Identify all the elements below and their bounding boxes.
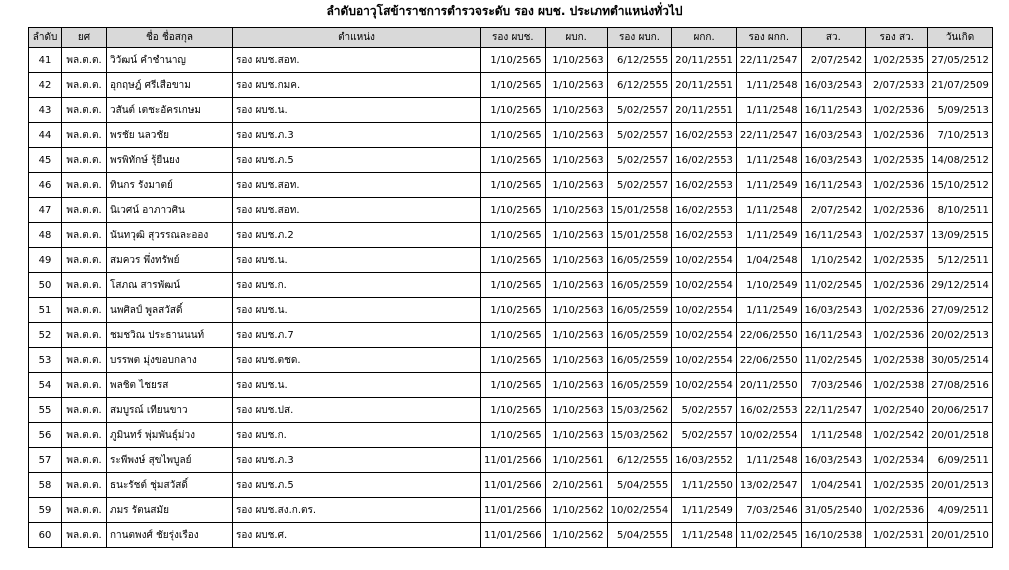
rank-cell: พล.ต.ต. [62, 398, 107, 423]
birth-date: 15/10/2512 [928, 173, 993, 198]
date-commander: 1/10/2563 [545, 223, 607, 248]
date-inspector: 16/11/2543 [801, 323, 866, 348]
date-deputy-commissioner: 1/10/2565 [481, 323, 546, 348]
table-row [29, 348, 993, 373]
date-superintendent: 5/02/2557 [672, 398, 737, 423]
date-deputy-commander: 16/05/2559 [607, 273, 672, 298]
table-row [29, 448, 993, 473]
name-cell: พรพิทักษ์ รุ้ยืนยง [107, 148, 233, 173]
row-number: 43 [29, 98, 62, 123]
date-deputy-commissioner: 1/10/2565 [481, 423, 546, 448]
name-cell: ภูมินทร์ พุ่มพันธุ์ม่วง [107, 423, 233, 448]
birth-date: 30/05/2514 [928, 348, 993, 373]
date-commander: 1/10/2563 [545, 248, 607, 273]
date-commander: 1/10/2563 [545, 48, 607, 73]
name-cell: บรรพต มุ่งขอบกลาง [107, 348, 233, 373]
date-deputy-inspector: 2/07/2533 [866, 73, 928, 98]
date-commander: 1/10/2562 [545, 498, 607, 523]
column-header: ผกก. [672, 28, 737, 48]
date-deputy-commissioner: 1/10/2565 [481, 148, 546, 173]
table-row [29, 498, 993, 523]
date-inspector: 16/03/2543 [801, 73, 866, 98]
column-header: ผบก. [545, 28, 607, 48]
rank-cell: พล.ต.ต. [62, 223, 107, 248]
row-number: 55 [29, 398, 62, 423]
rank-cell: พล.ต.ต. [62, 348, 107, 373]
date-deputy-superintendent: 16/02/2553 [736, 398, 801, 423]
date-deputy-commander: 5/02/2557 [607, 173, 672, 198]
date-deputy-commander: 15/03/2562 [607, 423, 672, 448]
table-row [29, 298, 993, 323]
birth-date: 21/07/2509 [928, 73, 993, 98]
rank-cell: พล.ต.ต. [62, 123, 107, 148]
birth-date: 5/09/2513 [928, 98, 993, 123]
date-inspector: 2/07/2542 [801, 48, 866, 73]
table-body [29, 48, 993, 548]
date-deputy-commissioner: 1/10/2565 [481, 98, 546, 123]
date-deputy-commander: 5/02/2557 [607, 148, 672, 173]
date-commander: 1/10/2563 [545, 73, 607, 98]
date-superintendent: 20/11/2551 [672, 98, 737, 123]
position-cell: รอง ผบช.น. [233, 373, 481, 398]
position-cell: รอง ผบช.ภ.3 [233, 448, 481, 473]
date-commander: 1/10/2562 [545, 523, 607, 548]
date-deputy-commissioner: 1/10/2565 [481, 223, 546, 248]
date-deputy-commander: 10/02/2554 [607, 498, 672, 523]
date-superintendent: 10/02/2554 [672, 323, 737, 348]
date-inspector: 7/03/2546 [801, 373, 866, 398]
name-cell: ทินกร รังมาตย์ [107, 173, 233, 198]
date-deputy-commander: 16/05/2559 [607, 248, 672, 273]
birth-date: 8/10/2511 [928, 198, 993, 223]
rank-cell: พล.ต.ต. [62, 273, 107, 298]
birth-date: 29/12/2514 [928, 273, 993, 298]
date-deputy-inspector: 1/02/2536 [866, 273, 928, 298]
birth-date: 13/09/2515 [928, 223, 993, 248]
birth-date: 6/09/2511 [928, 448, 993, 473]
column-header: สว. [801, 28, 866, 48]
table-row [29, 323, 993, 348]
birth-date: 7/10/2513 [928, 123, 993, 148]
date-deputy-commissioner: 1/10/2565 [481, 123, 546, 148]
date-commander: 1/10/2563 [545, 323, 607, 348]
date-deputy-commissioner: 1/10/2565 [481, 398, 546, 423]
name-cell: วิวัฒน์ คำชำนาญ [107, 48, 233, 73]
date-commander: 1/10/2563 [545, 348, 607, 373]
date-deputy-commander: 5/02/2557 [607, 123, 672, 148]
birth-date: 5/12/2511 [928, 248, 993, 273]
row-number: 58 [29, 473, 62, 498]
name-cell: สมควร พึ่งทรัพย์ [107, 248, 233, 273]
birth-date: 20/02/2513 [928, 323, 993, 348]
table-row [29, 48, 993, 73]
rank-cell: พล.ต.ต. [62, 473, 107, 498]
seniority-table [28, 27, 993, 548]
date-deputy-superintendent: 22/11/2547 [736, 123, 801, 148]
column-header: ยศ [62, 28, 107, 48]
date-deputy-superintendent: 1/11/2548 [736, 148, 801, 173]
date-deputy-superintendent: 7/03/2546 [736, 498, 801, 523]
rank-cell: พล.ต.ต. [62, 448, 107, 473]
date-superintendent: 10/02/2554 [672, 373, 737, 398]
date-deputy-commander: 16/05/2559 [607, 348, 672, 373]
date-superintendent: 1/11/2548 [672, 523, 737, 548]
date-superintendent: 10/02/2554 [672, 273, 737, 298]
table-row [29, 223, 993, 248]
table-row [29, 398, 993, 423]
date-commander: 1/10/2563 [545, 273, 607, 298]
date-inspector: 22/11/2547 [801, 398, 866, 423]
date-inspector: 11/02/2545 [801, 348, 866, 373]
name-cell: ภมร รัตนสมัย [107, 498, 233, 523]
birth-date: 20/01/2513 [928, 473, 993, 498]
date-deputy-commander: 15/01/2558 [607, 223, 672, 248]
date-inspector: 11/02/2545 [801, 273, 866, 298]
row-number: 53 [29, 348, 62, 373]
rank-cell: พล.ต.ต. [62, 298, 107, 323]
date-deputy-inspector: 1/02/2540 [866, 398, 928, 423]
column-header: ลำดับ [29, 28, 62, 48]
rank-cell: พล.ต.ต. [62, 98, 107, 123]
row-number: 50 [29, 273, 62, 298]
header-row [29, 28, 993, 48]
date-deputy-commander: 5/04/2555 [607, 523, 672, 548]
date-deputy-inspector: 1/02/2536 [866, 298, 928, 323]
date-superintendent: 1/11/2550 [672, 473, 737, 498]
row-number: 60 [29, 523, 62, 548]
birth-date: 20/06/2517 [928, 398, 993, 423]
date-commander: 1/10/2563 [545, 123, 607, 148]
name-cell: สมบูรณ์ เทียนขาว [107, 398, 233, 423]
date-deputy-commissioner: 11/01/2566 [481, 473, 546, 498]
name-cell: ระพีพงษ์ สุขไพบูลย์ [107, 448, 233, 473]
position-cell: รอง ผบช.สง.ก.ตร. [233, 498, 481, 523]
position-cell: รอง ผบช.สอท. [233, 48, 481, 73]
column-header: รอง สว. [866, 28, 928, 48]
date-deputy-inspector: 1/02/2536 [866, 323, 928, 348]
date-superintendent: 1/11/2549 [672, 498, 737, 523]
date-superintendent: 16/02/2553 [672, 198, 737, 223]
birth-date: 20/01/2518 [928, 423, 993, 448]
position-cell: รอง ผบช.ภ.5 [233, 148, 481, 173]
date-deputy-inspector: 1/02/2542 [866, 423, 928, 448]
table-row [29, 523, 993, 548]
date-deputy-superintendent: 11/02/2545 [736, 523, 801, 548]
date-deputy-superintendent: 13/02/2547 [736, 473, 801, 498]
date-deputy-superintendent: 10/02/2554 [736, 423, 801, 448]
date-deputy-superintendent: 1/11/2548 [736, 73, 801, 98]
date-commander: 1/10/2563 [545, 148, 607, 173]
name-cell: โสภณ สารพัฒน์ [107, 273, 233, 298]
date-deputy-commissioner: 11/01/2566 [481, 523, 546, 548]
column-header: วันเกิด [928, 28, 993, 48]
date-deputy-commander: 6/12/2555 [607, 48, 672, 73]
birth-date: 20/01/2510 [928, 523, 993, 548]
name-cell: กานตพงศ์ ชัยรุ่งเรือง [107, 523, 233, 548]
table-row [29, 198, 993, 223]
row-number: 51 [29, 298, 62, 323]
rank-cell: พล.ต.ต. [62, 373, 107, 398]
position-cell: รอง ผบช.ภ.2 [233, 223, 481, 248]
date-deputy-inspector: 1/02/2536 [866, 173, 928, 198]
column-header: รอง ผบช. [481, 28, 546, 48]
row-number: 57 [29, 448, 62, 473]
date-superintendent: 16/02/2553 [672, 123, 737, 148]
date-deputy-inspector: 1/02/2537 [866, 223, 928, 248]
date-deputy-superintendent: 1/11/2549 [736, 223, 801, 248]
birth-date: 4/09/2511 [928, 498, 993, 523]
date-inspector: 16/11/2543 [801, 98, 866, 123]
column-header: รอง ผกก. [736, 28, 801, 48]
date-superintendent: 16/03/2552 [672, 448, 737, 473]
date-deputy-commander: 16/05/2559 [607, 373, 672, 398]
row-number: 52 [29, 323, 62, 348]
date-superintendent: 16/02/2553 [672, 148, 737, 173]
table-row [29, 473, 993, 498]
date-deputy-inspector: 1/02/2536 [866, 98, 928, 123]
date-deputy-inspector: 1/02/2535 [866, 48, 928, 73]
date-commander: 2/10/2561 [545, 473, 607, 498]
date-deputy-commander: 16/05/2559 [607, 323, 672, 348]
position-cell: รอง ผบช.ก. [233, 423, 481, 448]
rank-cell: พล.ต.ต. [62, 323, 107, 348]
name-cell: ชมชวิณ ประธานนนท์ [107, 323, 233, 348]
date-superintendent: 5/02/2557 [672, 423, 737, 448]
date-deputy-superintendent: 1/10/2549 [736, 273, 801, 298]
position-cell: รอง ผบช.สอท. [233, 198, 481, 223]
date-deputy-superintendent: 22/11/2547 [736, 48, 801, 73]
position-cell: รอง ผบช.น. [233, 98, 481, 123]
column-header: รอง ผบก. [607, 28, 672, 48]
row-number: 45 [29, 148, 62, 173]
position-cell: รอง ผบช.สอท. [233, 173, 481, 198]
date-deputy-inspector: 1/02/2535 [866, 148, 928, 173]
name-cell: พรชัย นลวชัย [107, 123, 233, 148]
rank-cell: พล.ต.ต. [62, 48, 107, 73]
position-cell: รอง ผบช.ภ.7 [233, 323, 481, 348]
date-superintendent: 10/02/2554 [672, 248, 737, 273]
row-number: 59 [29, 498, 62, 523]
row-number: 48 [29, 223, 62, 248]
rank-cell: พล.ต.ต. [62, 498, 107, 523]
date-inspector: 16/03/2543 [801, 298, 866, 323]
row-number: 56 [29, 423, 62, 448]
position-cell: รอง ผบช.ปส. [233, 398, 481, 423]
position-cell: รอง ผบช.ศ. [233, 523, 481, 548]
date-superintendent: 20/11/2551 [672, 73, 737, 98]
date-inspector: 2/07/2542 [801, 198, 866, 223]
table-row [29, 123, 993, 148]
date-deputy-commissioner: 11/01/2566 [481, 498, 546, 523]
birth-date: 14/08/2512 [928, 148, 993, 173]
date-deputy-inspector: 1/02/2536 [866, 198, 928, 223]
date-deputy-superintendent: 1/11/2548 [736, 98, 801, 123]
table-row [29, 373, 993, 398]
rank-cell: พล.ต.ต. [62, 173, 107, 198]
date-commander: 1/10/2563 [545, 373, 607, 398]
date-deputy-commissioner: 1/10/2565 [481, 73, 546, 98]
table-row [29, 273, 993, 298]
date-inspector: 1/10/2542 [801, 248, 866, 273]
date-deputy-inspector: 1/02/2531 [866, 523, 928, 548]
date-deputy-inspector: 1/02/2534 [866, 448, 928, 473]
date-deputy-superintendent: 1/11/2548 [736, 448, 801, 473]
date-deputy-commissioner: 11/01/2566 [481, 448, 546, 473]
table-row [29, 98, 993, 123]
position-cell: รอง ผบช.น. [233, 248, 481, 273]
date-deputy-superintendent: 22/06/2550 [736, 348, 801, 373]
name-cell: พลชิต ไชยรส [107, 373, 233, 398]
date-commander: 1/10/2563 [545, 298, 607, 323]
date-deputy-commissioner: 1/10/2565 [481, 173, 546, 198]
name-cell: วสันต์ เตชะอัครเกษม [107, 98, 233, 123]
position-cell: รอง ผบช.ภ.3 [233, 123, 481, 148]
date-commander: 1/10/2563 [545, 423, 607, 448]
row-number: 46 [29, 173, 62, 198]
row-number: 42 [29, 73, 62, 98]
rank-cell: พล.ต.ต. [62, 73, 107, 98]
date-deputy-commissioner: 1/10/2565 [481, 298, 546, 323]
date-inspector: 16/10/2538 [801, 523, 866, 548]
date-commander: 1/10/2563 [545, 173, 607, 198]
date-deputy-inspector: 1/02/2538 [866, 348, 928, 373]
date-deputy-commander: 16/05/2559 [607, 298, 672, 323]
date-deputy-superintendent: 1/11/2548 [736, 198, 801, 223]
date-inspector: 16/03/2543 [801, 448, 866, 473]
date-inspector: 1/11/2548 [801, 423, 866, 448]
date-deputy-commander: 5/02/2557 [607, 98, 672, 123]
rank-cell: พล.ต.ต. [62, 248, 107, 273]
date-deputy-commander: 15/01/2558 [607, 198, 672, 223]
date-commander: 1/10/2563 [545, 198, 607, 223]
date-commander: 1/10/2561 [545, 448, 607, 473]
name-cell: นิเวศน์ อาภาวศิน [107, 198, 233, 223]
rank-cell: พล.ต.ต. [62, 198, 107, 223]
rank-cell: พล.ต.ต. [62, 423, 107, 448]
table-row [29, 148, 993, 173]
date-deputy-commander: 6/12/2555 [607, 73, 672, 98]
table-row [29, 423, 993, 448]
position-cell: รอง ผบช.น. [233, 298, 481, 323]
date-deputy-superintendent: 1/11/2549 [736, 173, 801, 198]
table-row [29, 248, 993, 273]
date-deputy-commissioner: 1/10/2565 [481, 273, 546, 298]
date-superintendent: 10/02/2554 [672, 298, 737, 323]
date-superintendent: 16/02/2553 [672, 223, 737, 248]
birth-date: 27/09/2512 [928, 298, 993, 323]
date-deputy-commander: 6/12/2555 [607, 448, 672, 473]
birth-date: 27/08/2516 [928, 373, 993, 398]
date-deputy-inspector: 1/02/2536 [866, 123, 928, 148]
row-number: 49 [29, 248, 62, 273]
name-cell: นันทวุฒิ สุวรรณละออง [107, 223, 233, 248]
date-deputy-superintendent: 1/11/2549 [736, 298, 801, 323]
page-title: ลำดับอาวุโสข้าราชการตำรวจระดับ รอง ผบช. ประเภทตำแหน่งทั่วไป [326, 4, 683, 18]
rank-cell: พล.ต.ต. [62, 523, 107, 548]
date-deputy-commissioner: 1/10/2565 [481, 198, 546, 223]
date-commander: 1/10/2563 [545, 398, 607, 423]
date-deputy-inspector: 1/02/2535 [866, 473, 928, 498]
date-deputy-inspector: 1/02/2538 [866, 373, 928, 398]
date-deputy-inspector: 1/02/2535 [866, 248, 928, 273]
date-deputy-superintendent: 22/06/2550 [736, 323, 801, 348]
table-row [29, 173, 993, 198]
date-superintendent: 10/02/2554 [672, 348, 737, 373]
position-cell: รอง ผบช.ตชด. [233, 348, 481, 373]
date-deputy-commander: 15/03/2562 [607, 398, 672, 423]
date-deputy-commissioner: 1/10/2565 [481, 48, 546, 73]
date-inspector: 1/04/2541 [801, 473, 866, 498]
date-deputy-commissioner: 1/10/2565 [481, 373, 546, 398]
name-cell: อุกฤษฎ์ ศรีเสือขาม [107, 73, 233, 98]
position-cell: รอง ผบช.ภ.5 [233, 473, 481, 498]
table-row [29, 73, 993, 98]
date-deputy-inspector: 1/02/2536 [866, 498, 928, 523]
column-header: ชื่อ ชื่อสกุล [107, 28, 233, 48]
row-number: 44 [29, 123, 62, 148]
date-superintendent: 16/02/2553 [672, 173, 737, 198]
birth-date: 27/05/2512 [928, 48, 993, 73]
date-inspector: 16/03/2543 [801, 148, 866, 173]
date-deputy-commissioner: 1/10/2565 [481, 348, 546, 373]
name-cell: นพศิลป์ พูลสวัสดิ์ [107, 298, 233, 323]
rank-cell: พล.ต.ต. [62, 148, 107, 173]
date-inspector: 16/03/2543 [801, 123, 866, 148]
date-deputy-commander: 5/04/2555 [607, 473, 672, 498]
column-header: ตำแหน่ง [233, 28, 481, 48]
row-number: 54 [29, 373, 62, 398]
name-cell: ธนะรัชต์ ชุ่มสวัสดิ์ [107, 473, 233, 498]
date-inspector: 16/11/2543 [801, 223, 866, 248]
date-superintendent: 20/11/2551 [672, 48, 737, 73]
position-cell: รอง ผบช.ก. [233, 273, 481, 298]
date-deputy-superintendent: 20/11/2550 [736, 373, 801, 398]
date-deputy-commissioner: 1/10/2565 [481, 248, 546, 273]
date-deputy-superintendent: 1/04/2548 [736, 248, 801, 273]
row-number: 47 [29, 198, 62, 223]
date-inspector: 31/05/2540 [801, 498, 866, 523]
date-inspector: 16/11/2543 [801, 173, 866, 198]
row-number: 41 [29, 48, 62, 73]
position-cell: รอง ผบช.กมค. [233, 73, 481, 98]
date-commander: 1/10/2563 [545, 98, 607, 123]
